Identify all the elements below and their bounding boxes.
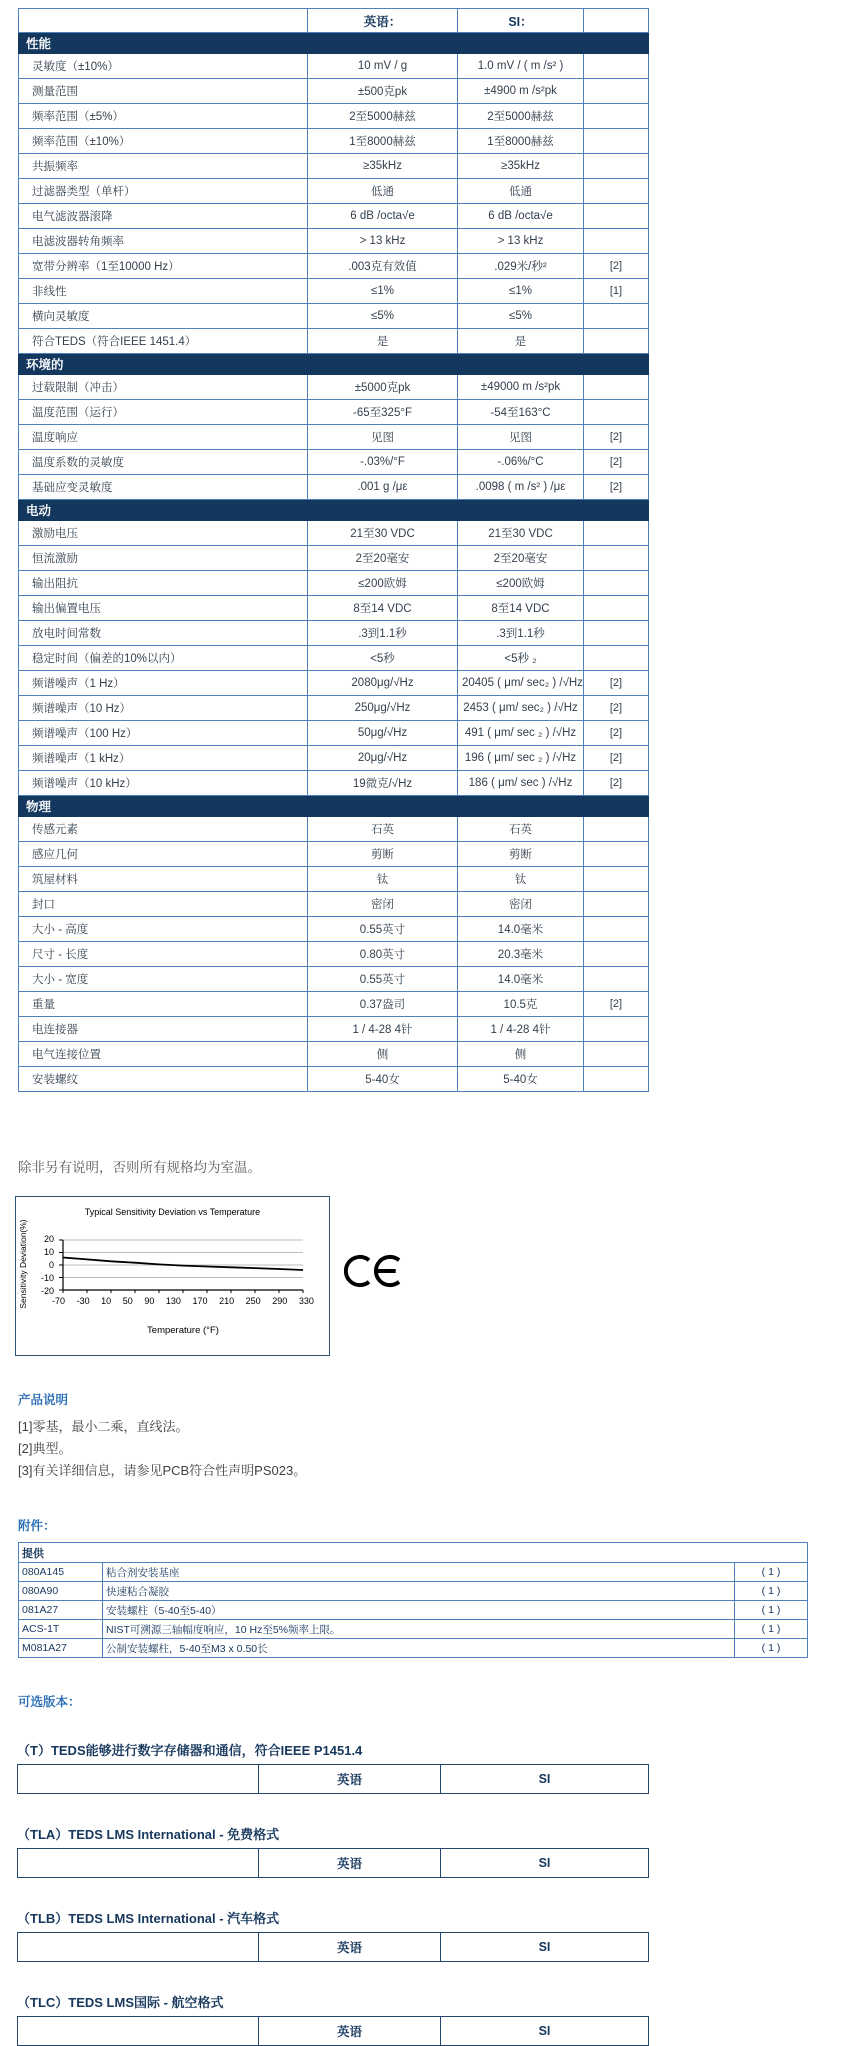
spec-row-label: 灵敏度（±10%） <box>19 54 308 79</box>
product-note: [2]典型。 <box>18 1441 72 1456</box>
spec-row-english-value: ≤200欧姆 <box>308 571 458 596</box>
optional-version-table <box>17 1932 649 1962</box>
spec-row-si-value: 21至30 VDC <box>458 521 584 546</box>
x-tick-label: 210 <box>219 1296 235 1306</box>
spec-row-label: 感应几何 <box>19 842 308 867</box>
optional-version-row <box>18 1765 649 1794</box>
spec-row-english-value: 19微克/√Hz <box>308 771 458 796</box>
spec-row-si-value: 1 / 4-28 4针 <box>458 1017 584 1042</box>
optional-version-english-cell: 英语 <box>259 2017 441 2046</box>
spec-row-si-value: ±49000 m /s²pk <box>458 375 584 400</box>
spec-row-english-value: 0.55英寸 <box>308 967 458 992</box>
accessory-model: 080A90 <box>19 1582 103 1601</box>
spec-row-si-value: ≤5% <box>458 304 584 329</box>
y-tick-label: 20 <box>43 1234 54 1244</box>
spec-row-si-value: 186 ( μm/ sec ) /√Hz <box>458 771 584 796</box>
spec-row <box>19 771 649 796</box>
spec-row-si-value: 5-40女 <box>458 1067 584 1092</box>
spec-header-empty <box>19 9 308 33</box>
accessory-model: M081A27 <box>19 1639 103 1658</box>
optional-version-table <box>17 2016 649 2046</box>
spec-row <box>19 375 649 400</box>
spec-row-footnote-ref <box>584 400 649 425</box>
spec-row-english-value: 50μg/√Hz <box>308 721 458 746</box>
spec-row-footnote-ref <box>584 104 649 129</box>
spec-row-si-value: 6 dB /octa√e <box>458 204 584 229</box>
optional-version-si-cell: SI <box>441 1933 649 1962</box>
spec-row-footnote-ref <box>584 179 649 204</box>
spec-row-label: 频谱噪声（10 Hz） <box>19 696 308 721</box>
sensitivity-deviation-chart <box>15 1196 330 1356</box>
spec-row-si-value: 侧 <box>458 1042 584 1067</box>
spec-row-label: 共振频率 <box>19 154 308 179</box>
spec-row <box>19 129 649 154</box>
accessory-quantity: ( 1 ) <box>735 1639 808 1658</box>
spec-row-english-value: 2080μg/√Hz <box>308 671 458 696</box>
spec-row <box>19 54 649 79</box>
spec-row <box>19 546 649 571</box>
spec-row-si-value: 2453 ( μm/ sec₂ ) /√Hz <box>458 696 584 721</box>
spec-row-english-value: 5-40女 <box>308 1067 458 1092</box>
accessory-model: ACS-1T <box>19 1620 103 1639</box>
spec-row-footnote-ref <box>584 596 649 621</box>
spec-row-footnote-ref: [2] <box>584 671 649 696</box>
y-tick-label: 10 <box>43 1247 54 1257</box>
spec-row <box>19 621 649 646</box>
spec-row-english-value: -.03%/°F <box>308 450 458 475</box>
optional-version-english-cell: 英语 <box>259 1765 441 1794</box>
spec-row-si-value: 491 ( μm/ sec ₂ ) /√Hz <box>458 721 584 746</box>
spec-row-label: 频谱噪声（100 Hz） <box>19 721 308 746</box>
optional-version-title: （TLA）TEDS LMS International - 免费格式 <box>17 1827 280 1842</box>
spec-row <box>19 596 649 621</box>
spec-row-si-value: -.06%/°C <box>458 450 584 475</box>
spec-section-row <box>19 354 649 375</box>
optional-version-empty-cell <box>18 1933 259 1962</box>
spec-row <box>19 992 649 1017</box>
accessory-row <box>19 1639 808 1658</box>
spec-row-label: 稳定时间（偏差的10%以内） <box>19 646 308 671</box>
spec-section-row <box>19 796 649 817</box>
spec-row-si-value: 1.0 mV / ( m /s² ) <box>458 54 584 79</box>
spec-row-label: 尺寸 - 长度 <box>19 942 308 967</box>
spec-row-english-value: > 13 kHz <box>308 229 458 254</box>
spec-row-label: 电气连接位置 <box>19 1042 308 1067</box>
spec-row-footnote-ref <box>584 546 649 571</box>
spec-row-footnote-ref <box>584 942 649 967</box>
spec-section-row <box>19 33 649 54</box>
spec-row <box>19 917 649 942</box>
optional-versions-heading: 可选版本： <box>18 1695 81 1709</box>
accessory-description: 安装螺柱（5-40至5-40） <box>103 1601 735 1620</box>
x-tick-label: 250 <box>245 1296 261 1306</box>
spec-row-si-value: 10.5克 <box>458 992 584 1017</box>
spec-row-label: 封口 <box>19 892 308 917</box>
spec-row-si-value: 钛 <box>458 867 584 892</box>
spec-row <box>19 842 649 867</box>
spec-row-label: 非线性 <box>19 279 308 304</box>
spec-row-english-value: 是 <box>308 329 458 354</box>
optional-version-title: （TLC）TEDS LMS国际 - 航空格式 <box>17 1995 224 2010</box>
spec-row <box>19 304 649 329</box>
x-tick-label: 10 <box>101 1296 112 1306</box>
chart-title: Typical Sensitivity Deviation vs Temperature <box>84 1207 261 1217</box>
spec-row-si-value: -54至163°C <box>458 400 584 425</box>
spec-row-footnote-ref <box>584 817 649 842</box>
spec-row-footnote-ref <box>584 229 649 254</box>
datasheet-page <box>0 8 843 2039</box>
spec-section-title: 性能 <box>19 33 649 54</box>
spec-row-label: 大小 - 宽度 <box>19 967 308 992</box>
spec-row-footnote-ref <box>584 917 649 942</box>
spec-row-label: 温度响应 <box>19 425 308 450</box>
spec-row-label: 激励电压 <box>19 521 308 546</box>
spec-row-si-value: <5秒 ₂ <box>458 646 584 671</box>
spec-row <box>19 154 649 179</box>
spec-row-english-value: 21至30 VDC <box>308 521 458 546</box>
spec-row-footnote-ref <box>584 304 649 329</box>
accessory-quantity: ( 1 ) <box>735 1620 808 1639</box>
spec-row <box>19 104 649 129</box>
optional-version-row <box>18 1933 649 1962</box>
spec-table <box>18 8 649 1092</box>
accessory-quantity: ( 1 ) <box>735 1601 808 1620</box>
accessory-description: 快速粘合凝胶 <box>103 1582 735 1601</box>
spec-row-si-value: 20405 ( μm/ sec₂ ) /√Hz <box>458 671 584 696</box>
accessories-header-label: 提供 <box>19 1543 808 1563</box>
chart-plot-area <box>58 1237 308 1295</box>
optional-version-row <box>18 2017 649 2046</box>
spec-row-si-value: 2至5000赫兹 <box>458 104 584 129</box>
spec-row <box>19 967 649 992</box>
y-tick-label: -10 <box>40 1273 54 1283</box>
spec-row-footnote-ref <box>584 375 649 400</box>
spec-row-english-value: 0.55英寸 <box>308 917 458 942</box>
optional-version-empty-cell <box>18 2017 259 2046</box>
spec-row-label: 温度范围（运行） <box>19 400 308 425</box>
spec-row-english-value: 6 dB /octa√e <box>308 204 458 229</box>
spec-row-si-value: 1至8000赫兹 <box>458 129 584 154</box>
spec-row <box>19 79 649 104</box>
optional-version-table <box>17 1848 649 1878</box>
spec-row-si-value: 14.0毫米 <box>458 967 584 992</box>
spec-row-label: 频谱噪声（1 kHz） <box>19 746 308 771</box>
optional-version-block <box>0 1824 843 1878</box>
spec-row-footnote-ref <box>584 54 649 79</box>
accessory-description: 公制安装螺柱，5-40至M3 x 0.50长 <box>103 1639 735 1658</box>
spec-row-english-value: 0.80英寸 <box>308 942 458 967</box>
optional-version-si-cell: SI <box>441 1765 649 1794</box>
spec-row-label: 大小 - 高度 <box>19 917 308 942</box>
spec-row-label: 横向灵敏度 <box>19 304 308 329</box>
spec-row-si-value: ≤1% <box>458 279 584 304</box>
spec-row-footnote-ref: [2] <box>584 992 649 1017</box>
spec-row <box>19 229 649 254</box>
spec-row-footnote-ref <box>584 129 649 154</box>
spec-row-footnote-ref <box>584 1067 649 1092</box>
spec-row <box>19 475 649 500</box>
spec-row-si-value: 低通 <box>458 179 584 204</box>
spec-row-english-value: 1至8000赫兹 <box>308 129 458 154</box>
optional-version-si-cell: SI <box>441 1849 649 1878</box>
spec-row-si-value: > 13 kHz <box>458 229 584 254</box>
optional-version-title: （TLB）TEDS LMS International - 汽车格式 <box>17 1911 280 1926</box>
spec-row-label: 电滤波器转角频率 <box>19 229 308 254</box>
spec-row <box>19 521 649 546</box>
spec-row <box>19 279 649 304</box>
spec-row <box>19 571 649 596</box>
spec-row-english-value: .003克有效值 <box>308 254 458 279</box>
spec-row-footnote-ref <box>584 521 649 546</box>
spec-row-english-value: 低通 <box>308 179 458 204</box>
chart-y-axis-label: Sensitivity Deviation(%) <box>18 1219 28 1309</box>
spec-row-si-value: .0098 ( m /s² ) /με <box>458 475 584 500</box>
spec-row-label: 频率范围（±10%） <box>19 129 308 154</box>
spec-row-english-value: .3到1.1秒 <box>308 621 458 646</box>
accessories-table <box>18 1542 808 1658</box>
spec-row-label: 传感元素 <box>19 817 308 842</box>
accessories-header-row <box>19 1543 808 1563</box>
spec-row-si-value: 8至14 VDC <box>458 596 584 621</box>
spec-row <box>19 254 649 279</box>
optional-versions-list <box>0 1740 843 2046</box>
spec-row-english-value: .001 g /με <box>308 475 458 500</box>
accessory-description: NIST可溯源三轴幅度响应，10 Hz至5%频率上限。 <box>103 1620 735 1639</box>
spec-row-footnote-ref <box>584 329 649 354</box>
spec-row-footnote-ref <box>584 79 649 104</box>
spec-row-label: 频谱噪声（1 Hz） <box>19 671 308 696</box>
spec-row <box>19 1042 649 1067</box>
accessory-model: 080A145 <box>19 1563 103 1582</box>
spec-row-label: 安装螺纹 <box>19 1067 308 1092</box>
x-tick-label: 330 <box>298 1296 314 1306</box>
accessory-description: 粘合剂安装基座 <box>103 1563 735 1582</box>
spec-row <box>19 1017 649 1042</box>
y-tick-label: -20 <box>40 1286 54 1296</box>
spec-row-label: 宽带分辨率（1至10000 Hz） <box>19 254 308 279</box>
spec-row-footnote-ref <box>584 571 649 596</box>
spec-row-footnote-ref <box>584 154 649 179</box>
spec-row-english-value: 20μg/√Hz <box>308 746 458 771</box>
spec-row-footnote-ref <box>584 1017 649 1042</box>
spec-row-english-value: 2至20毫安 <box>308 546 458 571</box>
spec-row-label: 输出偏置电压 <box>19 596 308 621</box>
accessory-quantity: ( 1 ) <box>735 1563 808 1582</box>
spec-row-label: 符合TEDS（符合IEEE 1451.4） <box>19 329 308 354</box>
spec-row-english-value: -65至325°F <box>308 400 458 425</box>
spec-row-label: 过载限制（冲击） <box>19 375 308 400</box>
spec-row-label: 重量 <box>19 992 308 1017</box>
spec-row-footnote-ref: [2] <box>584 771 649 796</box>
spec-row-footnote-ref: [2] <box>584 450 649 475</box>
accessory-row <box>19 1582 808 1601</box>
spec-row <box>19 179 649 204</box>
chart-x-axis-label: Temperature (°F) <box>147 1325 219 1336</box>
product-notes-heading: 产品说明 <box>18 1393 69 1407</box>
accessories-heading: 附件： <box>18 1519 56 1533</box>
spec-row <box>19 942 649 967</box>
spec-row <box>19 329 649 354</box>
ce-mark-icon <box>344 1251 406 1291</box>
optional-version-row <box>18 1849 649 1878</box>
spec-row-si-value: .029米/秒² <box>458 254 584 279</box>
spec-row <box>19 400 649 425</box>
accessory-row <box>19 1601 808 1620</box>
spec-section-title: 电动 <box>19 500 649 521</box>
spec-row-footnote-ref <box>584 204 649 229</box>
optional-version-empty-cell <box>18 1765 259 1794</box>
spec-row <box>19 1067 649 1092</box>
optional-version-block <box>0 1740 843 1794</box>
product-note: [1]零基，最小二乘，直线法。 <box>18 1419 189 1434</box>
spec-row-label: 筑屋材料 <box>19 867 308 892</box>
accessory-quantity: ( 1 ) <box>735 1582 808 1601</box>
spec-header-row <box>19 9 649 33</box>
spec-row-label: 电气滤波器滚降 <box>19 204 308 229</box>
optional-version-si-cell: SI <box>441 2017 649 2046</box>
spec-row-english-value: 侧 <box>308 1042 458 1067</box>
optional-version-block <box>0 1992 843 2046</box>
chart-x-ticks <box>52 1296 314 1306</box>
spec-row-english-value: 剪断 <box>308 842 458 867</box>
spec-row-english-value: 250μg/√Hz <box>308 696 458 721</box>
spec-row-english-value: 密闭 <box>308 892 458 917</box>
spec-row-english-value: ±500克pk <box>308 79 458 104</box>
spec-row-english-value: 8至14 VDC <box>308 596 458 621</box>
spec-row-label: 放电时间常数 <box>19 621 308 646</box>
spec-row <box>19 204 649 229</box>
product-notes-list <box>18 1416 843 1482</box>
spec-row-label: 频率范围（±5%） <box>19 104 308 129</box>
spec-row-english-value: 钛 <box>308 867 458 892</box>
spec-row-english-value: 0.37盎司 <box>308 992 458 1017</box>
spec-row-footnote-ref: [1] <box>584 279 649 304</box>
spec-row-si-value: ±4900 m /s²pk <box>458 79 584 104</box>
spec-section-title: 环境的 <box>19 354 649 375</box>
spec-row-english-value: 10 mV / g <box>308 54 458 79</box>
spec-row-english-value: 见图 <box>308 425 458 450</box>
spec-section-row <box>19 500 649 521</box>
spec-row-english-value: <5秒 <box>308 646 458 671</box>
spec-row-footnote-ref <box>584 892 649 917</box>
spec-row-si-value: 是 <box>458 329 584 354</box>
optional-version-table <box>17 1764 649 1794</box>
spec-header-si: SI： <box>458 9 584 33</box>
spec-row-si-value: 密闭 <box>458 892 584 917</box>
spec-row-label: 输出阻抗 <box>19 571 308 596</box>
spec-row <box>19 817 649 842</box>
spec-row-footnote-ref <box>584 967 649 992</box>
accessory-model: 081A27 <box>19 1601 103 1620</box>
spec-section-title: 物理 <box>19 796 649 817</box>
product-note: [3]有关详细信息，请参见PCB符合性声明PS023。 <box>18 1463 307 1478</box>
spec-row-si-value: 20.3毫米 <box>458 942 584 967</box>
room-temperature-note: 除非另有说明，否则所有规格均为室温。 <box>18 1160 261 1175</box>
accessory-row <box>19 1563 808 1582</box>
x-tick-label: -30 <box>76 1296 90 1306</box>
spec-row-footnote-ref: [2] <box>584 254 649 279</box>
spec-row-footnote-ref: [2] <box>584 746 649 771</box>
spec-row-label: 电连接器 <box>19 1017 308 1042</box>
spec-row <box>19 696 649 721</box>
spec-row-english-value: ≤5% <box>308 304 458 329</box>
spec-row-english-value: 2至5000赫兹 <box>308 104 458 129</box>
spec-row-label: 温度系数的灵敏度 <box>19 450 308 475</box>
spec-row-footnote-ref: [2] <box>584 425 649 450</box>
spec-row-english-value: ±5000克pk <box>308 375 458 400</box>
spec-row-si-value: ≥35kHz <box>458 154 584 179</box>
spec-row-english-value: ≥35kHz <box>308 154 458 179</box>
spec-row <box>19 892 649 917</box>
spec-row-footnote-ref: [2] <box>584 475 649 500</box>
spec-row-footnote-ref <box>584 621 649 646</box>
spec-row <box>19 671 649 696</box>
chart-y-ticks <box>28 1234 54 1296</box>
spec-row-label: 基础应变灵敏度 <box>19 475 308 500</box>
spec-row <box>19 746 649 771</box>
spec-row <box>19 721 649 746</box>
spec-row <box>19 450 649 475</box>
accessory-row <box>19 1620 808 1639</box>
spec-row-label: 测量范围 <box>19 79 308 104</box>
x-tick-label: 50 <box>122 1296 133 1306</box>
y-tick-label: 0 <box>48 1260 54 1270</box>
spec-row-footnote-ref: [2] <box>584 721 649 746</box>
spec-row-footnote-ref: [2] <box>584 696 649 721</box>
spec-row <box>19 867 649 892</box>
optional-version-english-cell: 英语 <box>259 1849 441 1878</box>
spec-row-label: 频谱噪声（10 kHz） <box>19 771 308 796</box>
x-tick-label: 90 <box>144 1296 155 1306</box>
optional-version-english-cell: 英语 <box>259 1933 441 1962</box>
spec-row-english-value: ≤1% <box>308 279 458 304</box>
spec-row-si-value: 196 ( μm/ sec ₂ ) /√Hz <box>458 746 584 771</box>
spec-row-footnote-ref <box>584 1042 649 1067</box>
spec-row-si-value: 见图 <box>458 425 584 450</box>
spec-row-label: 恒流激励 <box>19 546 308 571</box>
x-tick-label: 290 <box>272 1296 288 1306</box>
optional-version-empty-cell <box>18 1849 259 1878</box>
spec-row-si-value: 14.0毫米 <box>458 917 584 942</box>
spec-row-si-value: ≤200欧姆 <box>458 571 584 596</box>
optional-version-title: （T）TEDS能够进行数字存储器和通信，符合IEEE P1451.4 <box>17 1743 363 1758</box>
spec-row-english-value: 石英 <box>308 817 458 842</box>
x-tick-label: 170 <box>192 1296 208 1306</box>
spec-row-footnote-ref <box>584 646 649 671</box>
spec-row-si-value: 2至20毫安 <box>458 546 584 571</box>
spec-row-footnote-ref <box>584 867 649 892</box>
spec-row-si-value: 剪断 <box>458 842 584 867</box>
spec-row-si-value: .3到1.1秒 <box>458 621 584 646</box>
spec-row-footnote-ref <box>584 842 649 867</box>
spec-row-english-value: 1 / 4-28 4针 <box>308 1017 458 1042</box>
optional-version-block <box>0 1908 843 1962</box>
spec-row-si-value: 石英 <box>458 817 584 842</box>
chart-and-ce-row <box>15 1196 843 1356</box>
spec-header-ref <box>584 9 649 33</box>
spec-row <box>19 425 649 450</box>
spec-row <box>19 646 649 671</box>
x-tick-label: -70 <box>52 1296 66 1306</box>
x-tick-label: 130 <box>165 1296 181 1306</box>
spec-header-english: 英语： <box>308 9 458 33</box>
spec-row-label: 过滤器类型（单杆） <box>19 179 308 204</box>
